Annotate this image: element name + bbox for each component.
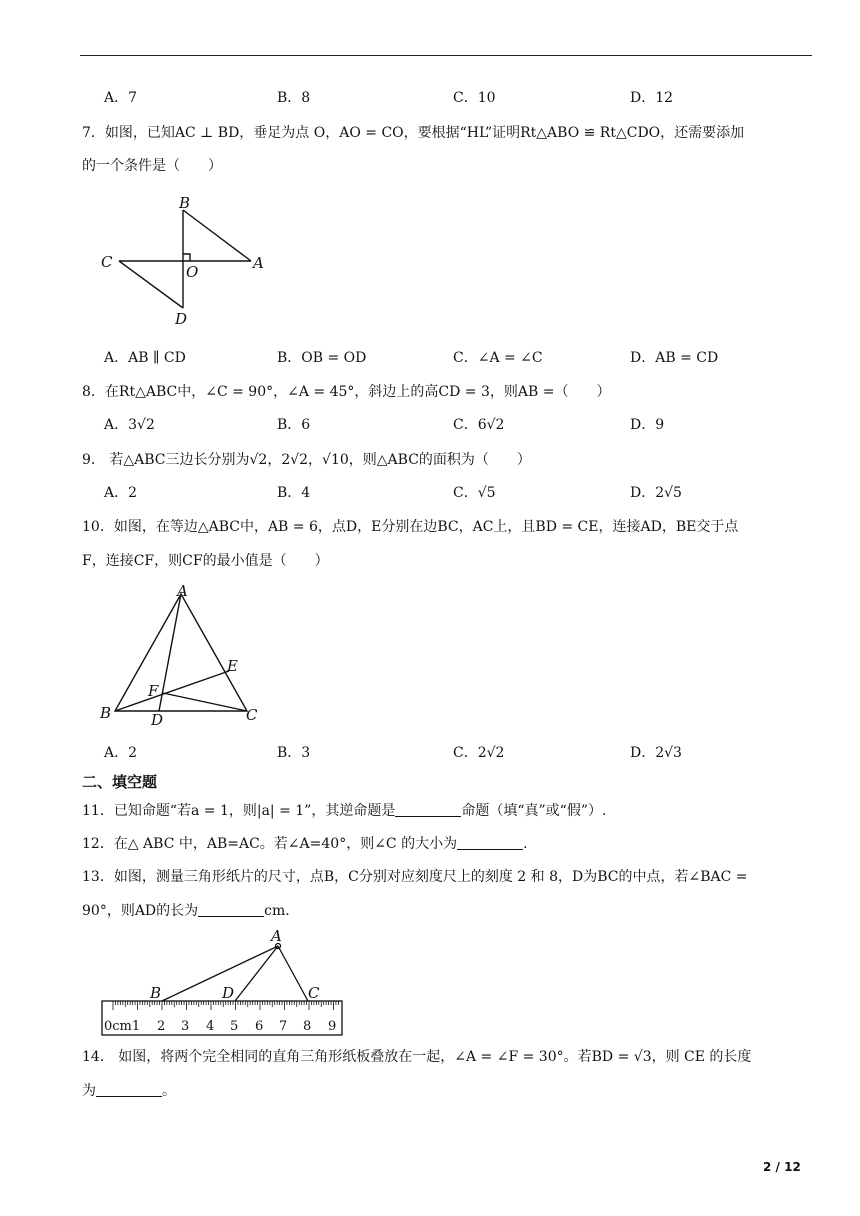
q7-option-d[interactable]: D．AB = CD xyxy=(630,350,719,366)
q13-stem-line2 xyxy=(82,901,290,921)
q9-option-d[interactable]: D．2√5 xyxy=(630,485,682,501)
segment-ba xyxy=(162,946,278,1001)
q7-figure xyxy=(95,190,275,330)
label-c: C xyxy=(101,253,113,271)
q13-stem-line1: 13．如图，测量三角形纸片的尺寸，点B，C分别对应刻度尺上的刻度 2 和 8，D为BC的中点，若∠BAC = xyxy=(82,869,748,885)
q7-option-c[interactable]: C．∠A = ∠C xyxy=(453,350,543,366)
label-a: A xyxy=(177,582,188,600)
label-c: C xyxy=(246,706,258,724)
q10-stem-line1: 10．如图，在等边△ABC中，AB = 6，点D，E分别在边BC，AC上，且BD = CE，连接AD，BE交于点 xyxy=(82,519,739,535)
ruler-label-2: 2 xyxy=(157,1019,166,1034)
triangle-abc xyxy=(115,594,247,711)
q12-stem xyxy=(82,834,528,854)
q7-stem-line1: 7．如图，已知AC ⊥ BD，垂足为点 O，AO = CO，要根据“HL”证明Rt△ABO ≌ Rt△CDO，还需要添加 xyxy=(82,125,745,141)
q11-text-post: 命题（填“真”或“假”）. xyxy=(461,803,607,819)
label-d: D xyxy=(222,984,235,1002)
q9-options xyxy=(104,483,804,503)
ruler-label-7: 7 xyxy=(279,1019,288,1034)
q7-stem-line2: 的一个条件是（ ） xyxy=(82,158,222,174)
ruler-label-8: 8 xyxy=(303,1019,312,1034)
q11-answer-blank[interactable] xyxy=(395,802,461,817)
segment-ad xyxy=(159,594,181,711)
ruler-label-3: 3 xyxy=(181,1019,190,1034)
q10-option-a[interactable]: A．2 xyxy=(104,745,138,761)
q6-option-b[interactable]: B．8 xyxy=(277,90,311,106)
ruler-label-6: 6 xyxy=(255,1019,264,1034)
q13-text-pre: 90°，则AD的长为 xyxy=(82,903,199,919)
q8-option-c[interactable]: C．6√2 xyxy=(453,417,505,433)
q9-option-b[interactable]: B．4 xyxy=(277,485,311,501)
q6-option-a[interactable]: A．7 xyxy=(104,90,138,106)
ruler-label-4: 4 xyxy=(206,1019,215,1034)
label-f: F xyxy=(148,682,159,700)
label-b: B xyxy=(100,704,112,722)
q12-text-pre: 12．在△ ABC 中，AB=AC。若∠A=40°，则∠C 的大小为 xyxy=(82,836,458,852)
q10-stem-line2: F，连接CF，则CF的最小值是（ ） xyxy=(82,553,329,569)
q8-option-d[interactable]: D．9 xyxy=(630,417,665,433)
q6-option-c[interactable]: C．10 xyxy=(453,90,496,106)
ruler-label-5: 5 xyxy=(230,1019,239,1034)
q14-text-post: 。 xyxy=(162,1083,176,1099)
segment-ba xyxy=(183,210,251,261)
label-a: A xyxy=(271,927,282,945)
label-a: A xyxy=(253,254,264,272)
q9-stem: 9． 若△ABC三边长分别为√2，2√2，√10，则△ABC的面积为（ ） xyxy=(82,452,531,468)
q6-options xyxy=(104,88,804,108)
q9-option-a[interactable]: A．2 xyxy=(104,485,138,501)
q10-options xyxy=(104,743,804,763)
q12-answer-blank[interactable] xyxy=(457,835,523,850)
q10-option-d[interactable]: D．2√3 xyxy=(630,745,682,761)
q8-options xyxy=(104,415,804,435)
label-b: B xyxy=(150,984,162,1002)
segment-be xyxy=(115,671,229,711)
q11-stem xyxy=(82,801,606,821)
label-o: O xyxy=(186,263,199,281)
header-rule xyxy=(80,55,812,56)
q9-option-c[interactable]: C．√5 xyxy=(453,485,496,501)
page-number: 2 / 12 xyxy=(763,1160,801,1174)
ruler-ticks xyxy=(113,1001,338,1010)
q13-answer-blank[interactable] xyxy=(198,902,264,917)
q14-text-pre: 为 xyxy=(82,1083,96,1099)
q13-text-post: cm. xyxy=(264,903,290,919)
segment-ac xyxy=(278,946,308,1001)
ruler-label-0cm1: 0cm1 xyxy=(104,1019,141,1034)
q8-option-b[interactable]: B．6 xyxy=(277,417,311,433)
label-e: E xyxy=(227,657,238,675)
q14-answer-blank[interactable] xyxy=(96,1082,162,1097)
q8-stem: 8．在Rt△ABC中，∠C = 90°，∠A = 45°，斜边上的高CD = 3，则AB =（ ） xyxy=(82,384,611,400)
q7-options xyxy=(104,348,804,368)
q14-stem-line1: 14． 如图，将两个完全相同的直角三角形纸板叠放在一起，∠A = ∠F = 30°。若BD = √3，则 CE 的长度 xyxy=(82,1049,752,1065)
q10-option-c[interactable]: C．2√2 xyxy=(453,745,505,761)
label-d: D xyxy=(175,310,188,328)
segment-cd xyxy=(119,261,183,308)
q7-option-a[interactable]: A．AB ∥ CD xyxy=(104,350,186,366)
q6-option-d[interactable]: D．12 xyxy=(630,90,674,106)
q14-stem-line2 xyxy=(82,1081,176,1101)
ruler-label-9: 9 xyxy=(328,1019,337,1034)
q8-option-a[interactable]: A．3√2 xyxy=(104,417,155,433)
section-title-fill-in: 二、填空题 xyxy=(82,773,158,791)
q7-option-b[interactable]: B．OB = OD xyxy=(277,350,367,366)
q12-text-post: . xyxy=(523,836,528,852)
label-d: D xyxy=(151,711,164,729)
q13-figure xyxy=(100,926,346,1040)
segment-da xyxy=(235,946,278,1001)
right-angle-mark xyxy=(183,254,190,261)
segment-cf xyxy=(163,693,247,711)
label-b: B xyxy=(179,194,191,212)
label-c: C xyxy=(308,984,320,1002)
q10-option-b[interactable]: B．3 xyxy=(277,745,311,761)
q11-text-pre: 11．已知命题“若a = 1，则|a| = 1”，其逆命题是 xyxy=(82,803,396,819)
q10-figure xyxy=(95,582,275,730)
